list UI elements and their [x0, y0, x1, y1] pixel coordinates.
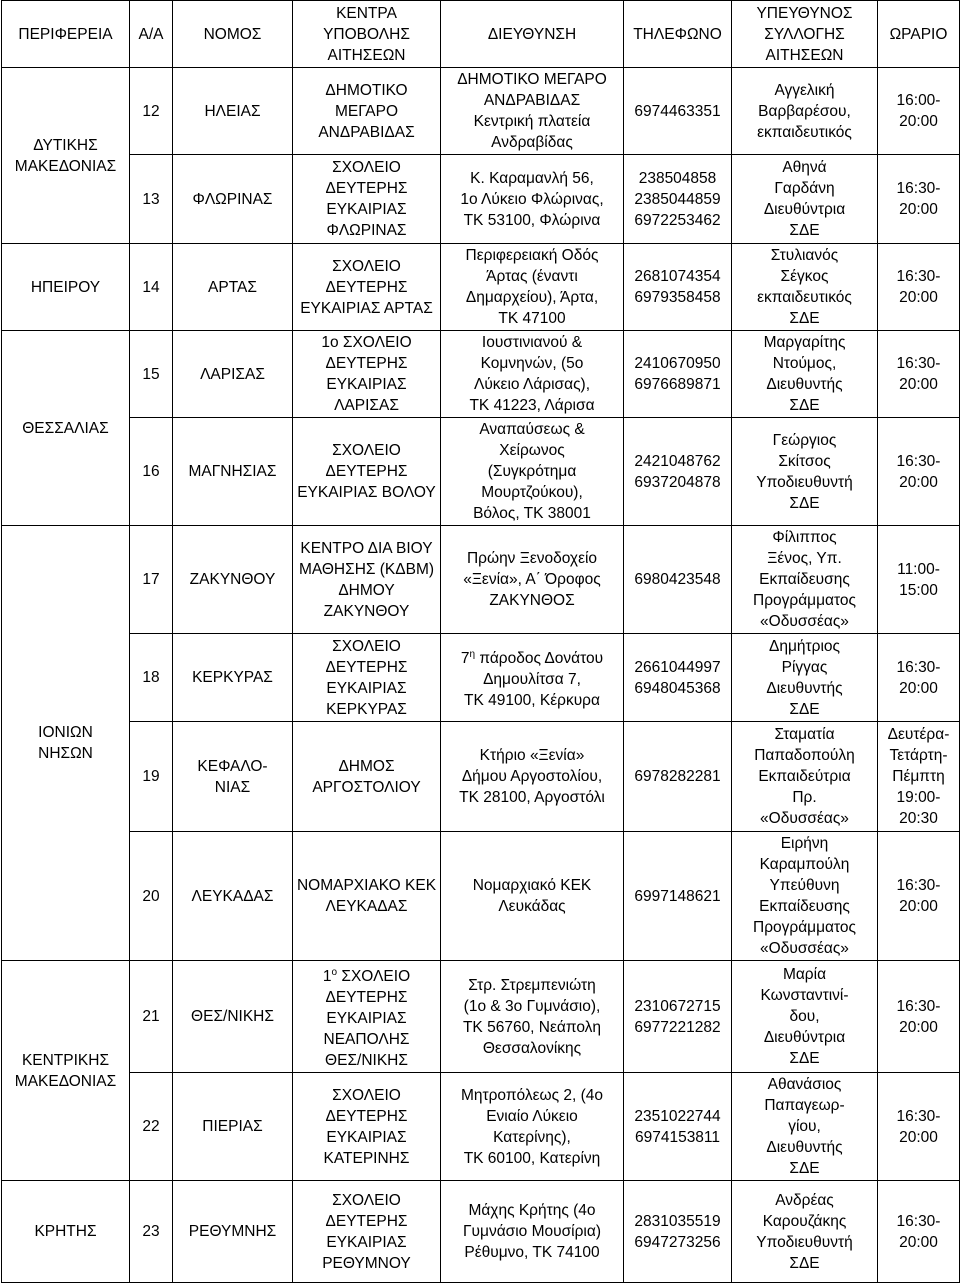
address-cell: Περιφερειακή Οδός Άρτας (έναντι Δημαρχείου), Άρτα, ΤΚ 47100: [441, 244, 624, 331]
hours-cell: 11:00- 15:00: [878, 526, 960, 634]
phone-cell: 2661044997 6948045368: [624, 634, 732, 722]
center-cell: ΣΧΟΛΕΙΟ ΔΕΥΤΕΡΗΣ ΕΥΚΑΙΡΙΑΣ ΡΕΘΥΜΝΟΥ: [293, 1181, 441, 1283]
center-superscript: ο: [331, 967, 338, 978]
phone-cell: 6997148621: [624, 832, 732, 961]
phone-cell: 2351022744 6974153811: [624, 1073, 732, 1181]
table-row: [2, 961, 960, 1073]
contact-cell: Σταματία Παπαδοπούλη Εκπαιδεύτρια Πρ. «Οδυσσέας»: [732, 722, 878, 832]
prefecture-cell: ΡΕΘΥΜΝΗΣ: [173, 1181, 293, 1283]
prefecture-cell: ΚΕΡΚΥΡΑΣ: [173, 634, 293, 722]
phone-cell: 2831035519 6947273256: [624, 1181, 732, 1283]
prefecture-cell: ΗΛΕΙΑΣ: [173, 68, 293, 155]
center-cell: 1ο ΣΧΟΛΕΙΟ ΔΕΥΤΕΡΗΣ ΕΥΚΑΙΡΙΑΣ ΛΑΡΙΣΑΣ: [293, 331, 441, 418]
address-first-line: πάροδος Δονάτου: [475, 650, 604, 668]
prefecture-cell: ΘΕΣ/ΝΙΚΗΣ: [173, 961, 293, 1073]
aa-cell: 20: [130, 832, 173, 961]
header-center: ΚΕΝΤΡΑ ΥΠΟΒΟΛΗΣ ΑΙΤΗΣΕΩΝ: [293, 1, 441, 68]
contact-cell: Δημήτριος Ρίγγας Διευθυντής ΣΔΕ: [732, 634, 878, 722]
table-row: [2, 722, 960, 832]
hours-cell: 16:30- 20:00: [878, 418, 960, 526]
prefecture-cell: ΜΑΓΝΗΣΙΑΣ: [173, 418, 293, 526]
centers-table: [1, 0, 960, 1283]
table-row: [2, 1181, 960, 1283]
center-cell: ΔΗΜΟΤΙΚΟ ΜΕΓΑΡΟ ΑΝΔΡΑΒΙΔΑΣ: [293, 68, 441, 155]
table-row: [2, 634, 960, 722]
aa-cell: 22: [130, 1073, 173, 1181]
address-superscript: η: [469, 648, 476, 660]
aa-cell: 19: [130, 722, 173, 832]
header-prefecture: ΝΟΜΟΣ: [173, 1, 293, 68]
address-cell: Μητροπόλεως 2, (4ο Ενιαίο Λύκειο Κατερίνης), ΤΚ 60100, Κατερίνη: [441, 1073, 624, 1181]
header-region: ΠΕΡΙΦΕΡΕΙΑ: [2, 1, 130, 68]
address-cell: Ιουστινιανού & Κομνηνών, (5ο Λύκειο Λάρισας), ΤΚ 41223, Λάρισα: [441, 331, 624, 418]
region-cell: ΔΥΤΙΚΗΣ ΜΑΚΕΔΟΝΙΑΣ: [2, 68, 130, 244]
hours-cell: Δευτέρα- Τετάρτη- Πέμπτη 19:00- 20:30: [878, 722, 960, 832]
address-cell: Κτήριο «Ξενία» Δήμου Αργοστολίου, ΤΚ 28100, Αργοστόλι: [441, 722, 624, 832]
address-cell: Νομαρχιακό ΚΕΚ Λευκάδας: [441, 832, 624, 961]
hours-cell: 16:00- 20:00: [878, 68, 960, 155]
phone-cell: 2681074354 6979358458: [624, 244, 732, 331]
hours-cell: 16:30- 20:00: [878, 832, 960, 961]
center-cell: ΣΧΟΛΕΙΟ ΔΕΥΤΕΡΗΣ ΕΥΚΑΙΡΙΑΣ ΚΕΡΚΥΡΑΣ: [293, 634, 441, 722]
region-cell: ΗΠΕΙΡΟΥ: [2, 244, 130, 331]
contact-cell: Ειρήνη Καραμπούλη Υπεύθυνη Εκπαίδευσης Προγράμματος «Οδυσσέας»: [732, 832, 878, 961]
phone-cell: 6974463351: [624, 68, 732, 155]
hours-cell: 16:30- 20:00: [878, 331, 960, 418]
region-cell: ΙΟΝΙΩΝ ΝΗΣΩΝ: [2, 526, 130, 961]
aa-cell: 23: [130, 1181, 173, 1283]
center-rest: ΔΕΥΤΕΡΗΣ ΕΥΚΑΙΡΙΑΣ ΝΕΑΠΟΛΗΣ ΘΕΣ/ΝΙΚΗΣ: [323, 989, 410, 1070]
contact-cell: Αγγελική Βαρβαρέσου, εκπαιδευτικός: [732, 68, 878, 155]
region-cell: ΘΕΣΣΑΛΙΑΣ: [2, 331, 130, 526]
address-rest: Δημουλίτσα 7, ΤΚ 49100, Κέρκυρα: [464, 671, 600, 710]
center-cell: ΣΧΟΛΕΙΟ ΔΕΥΤΕΡΗΣ ΕΥΚΑΙΡΙΑΣ ΦΛΩΡΙΝΑΣ: [293, 155, 441, 244]
phone-cell: 238504858 2385044859 6972253462: [624, 155, 732, 244]
prefecture-cell: ΑΡΤΑΣ: [173, 244, 293, 331]
header-contact: ΥΠΕΥΘΥΝΟΣ ΣΥΛΛΟΓΗΣ ΑΙΤΗΣΕΩΝ: [732, 1, 878, 68]
header-aa: Α/Α: [130, 1, 173, 68]
table-row: [2, 155, 960, 244]
header-row: [2, 1, 960, 68]
prefecture-cell: ΠΙΕΡΙΑΣ: [173, 1073, 293, 1181]
table-row: [2, 331, 960, 418]
aa-cell: 14: [130, 244, 173, 331]
phone-cell: 2410670950 6976689871: [624, 331, 732, 418]
phone-cell: 6980423548: [624, 526, 732, 634]
aa-cell: 16: [130, 418, 173, 526]
table-row: [2, 832, 960, 961]
address-cell: Πρώην Ξενοδοχείο «Ξενία», Α΄ Όροφος ΖΑΚΥΝΘΟΣ: [441, 526, 624, 634]
aa-cell: 15: [130, 331, 173, 418]
center-cell: ΚΕΝΤΡΟ ΔΙΑ ΒΙΟΥ ΜΑΘΗΣΗΣ (ΚΔΒΜ) ΔΗΜΟΥ ΖΑΚΥΝΘΟΥ: [293, 526, 441, 634]
address-cell: Μάχης Κρήτης (4ο Γυμνάσιο Μουσίρια) Ρέθυμνο, ΤΚ 74100: [441, 1181, 624, 1283]
address-cell: Κ. Καραμανλή 56, 1ο Λύκειο Φλώρινας, ΤΚ 53100, Φλώρινα: [441, 155, 624, 244]
header-address: ΔΙΕΥΘΥΝΣΗ: [441, 1, 624, 68]
contact-cell: Φίλιππος Ξένος, Υπ. Εκπαίδευσης Προγράμματος «Οδυσσέας»: [732, 526, 878, 634]
center-first-line: ΣΧΟΛΕΙΟ: [337, 968, 411, 986]
address-number: 7: [460, 650, 470, 668]
aa-cell: 13: [130, 155, 173, 244]
phone-cell: 2421048762 6937204878: [624, 418, 732, 526]
hours-cell: 16:30- 20:00: [878, 961, 960, 1073]
center-number: 1: [322, 968, 332, 986]
header-hours: ΩΡΑΡΙΟ: [878, 1, 960, 68]
aa-cell: 21: [130, 961, 173, 1073]
center-cell: ΣΧΟΛΕΙΟ ΔΕΥΤΕΡΗΣ ΕΥΚΑΙΡΙΑΣ ΑΡΤΑΣ: [293, 244, 441, 331]
contact-cell: Αθηνά Γαρδάνη Διευθύντρια ΣΔΕ: [732, 155, 878, 244]
table-row: [2, 244, 960, 331]
center-cell: ΣΧΟΛΕΙΟ ΔΕΥΤΕΡΗΣ ΕΥΚΑΙΡΙΑΣ ΒΟΛΟΥ: [293, 418, 441, 526]
table-row: [2, 526, 960, 634]
region-cell: ΚΕΝΤΡΙΚΗΣ ΜΑΚΕΔΟΝΙΑΣ: [2, 961, 130, 1181]
phone-cell: 2310672715 6977221282: [624, 961, 732, 1073]
address-cell: Αναπαύσεως & Χείρωνος (Συγκρότημα Μουρτζούκου), Βόλος, ΤΚ 38001: [441, 418, 624, 526]
prefecture-cell: ΛΕΥΚΑΔΑΣ: [173, 832, 293, 961]
aa-cell: 18: [130, 634, 173, 722]
hours-cell: 16:30- 20:00: [878, 1073, 960, 1181]
center-cell: ΝΟΜΑΡΧΙΑΚΟ ΚΕΚ ΛΕΥΚΑΔΑΣ: [293, 832, 441, 961]
address-cell: [441, 634, 624, 722]
region-cell: ΚΡΗΤΗΣ: [2, 1181, 130, 1283]
prefecture-cell: ΦΛΩΡΙΝΑΣ: [173, 155, 293, 244]
center-cell: ΔΗΜΟΣ ΑΡΓΟΣΤΟΛΙΟΥ: [293, 722, 441, 832]
address-cell: ΔΗΜΟΤΙΚΟ ΜΕΓΑΡΟ ΑΝΔΡΑΒΙΔΑΣ Κεντρική πλατεία Ανδραβίδας: [441, 68, 624, 155]
hours-cell: 16:30- 20:00: [878, 1181, 960, 1283]
prefecture-cell: ΖΑΚΥΝΘΟΥ: [173, 526, 293, 634]
contact-cell: Αθανάσιος Παπαγεωρ- γίου, Διευθυντής ΣΔΕ: [732, 1073, 878, 1181]
center-cell: [293, 961, 441, 1073]
hours-cell: 16:30- 20:00: [878, 155, 960, 244]
contact-cell: Στυλιανός Σέγκος εκπαιδευτικός ΣΔΕ: [732, 244, 878, 331]
contact-cell: Ανδρέας Καρουζάκης Υποδιευθυντή ΣΔΕ: [732, 1181, 878, 1283]
address-cell: Στρ. Στρεμπενιώτη (1ο & 3ο Γυμνάσιο), ΤΚ 56760, Νεάπολη Θεσσαλονίκης: [441, 961, 624, 1073]
aa-cell: 12: [130, 68, 173, 155]
table-row: [2, 68, 960, 155]
hours-cell: 16:30- 20:00: [878, 244, 960, 331]
phone-cell: 6978282281: [624, 722, 732, 832]
aa-cell: 17: [130, 526, 173, 634]
prefecture-cell: ΚΕΦΑΛΟ- ΝΙΑΣ: [173, 722, 293, 832]
contact-cell: Μαρία Κωνσταντινί- δου, Διευθύντρια ΣΔΕ: [732, 961, 878, 1073]
hours-cell: 16:30- 20:00: [878, 634, 960, 722]
center-cell: ΣΧΟΛΕΙΟ ΔΕΥΤΕΡΗΣ ΕΥΚΑΙΡΙΑΣ ΚΑΤΕΡΙΝΗΣ: [293, 1073, 441, 1181]
table-row: [2, 1073, 960, 1181]
contact-cell: Γεώργιος Σκίτσος Υποδιευθυντή ΣΔΕ: [732, 418, 878, 526]
table-row: [2, 418, 960, 526]
prefecture-cell: ΛΑΡΙΣΑΣ: [173, 331, 293, 418]
header-phone: ΤΗΛΕΦΩΝΟ: [624, 1, 732, 68]
contact-cell: Μαργαρίτης Ντούμος, Διευθυντής ΣΔΕ: [732, 331, 878, 418]
